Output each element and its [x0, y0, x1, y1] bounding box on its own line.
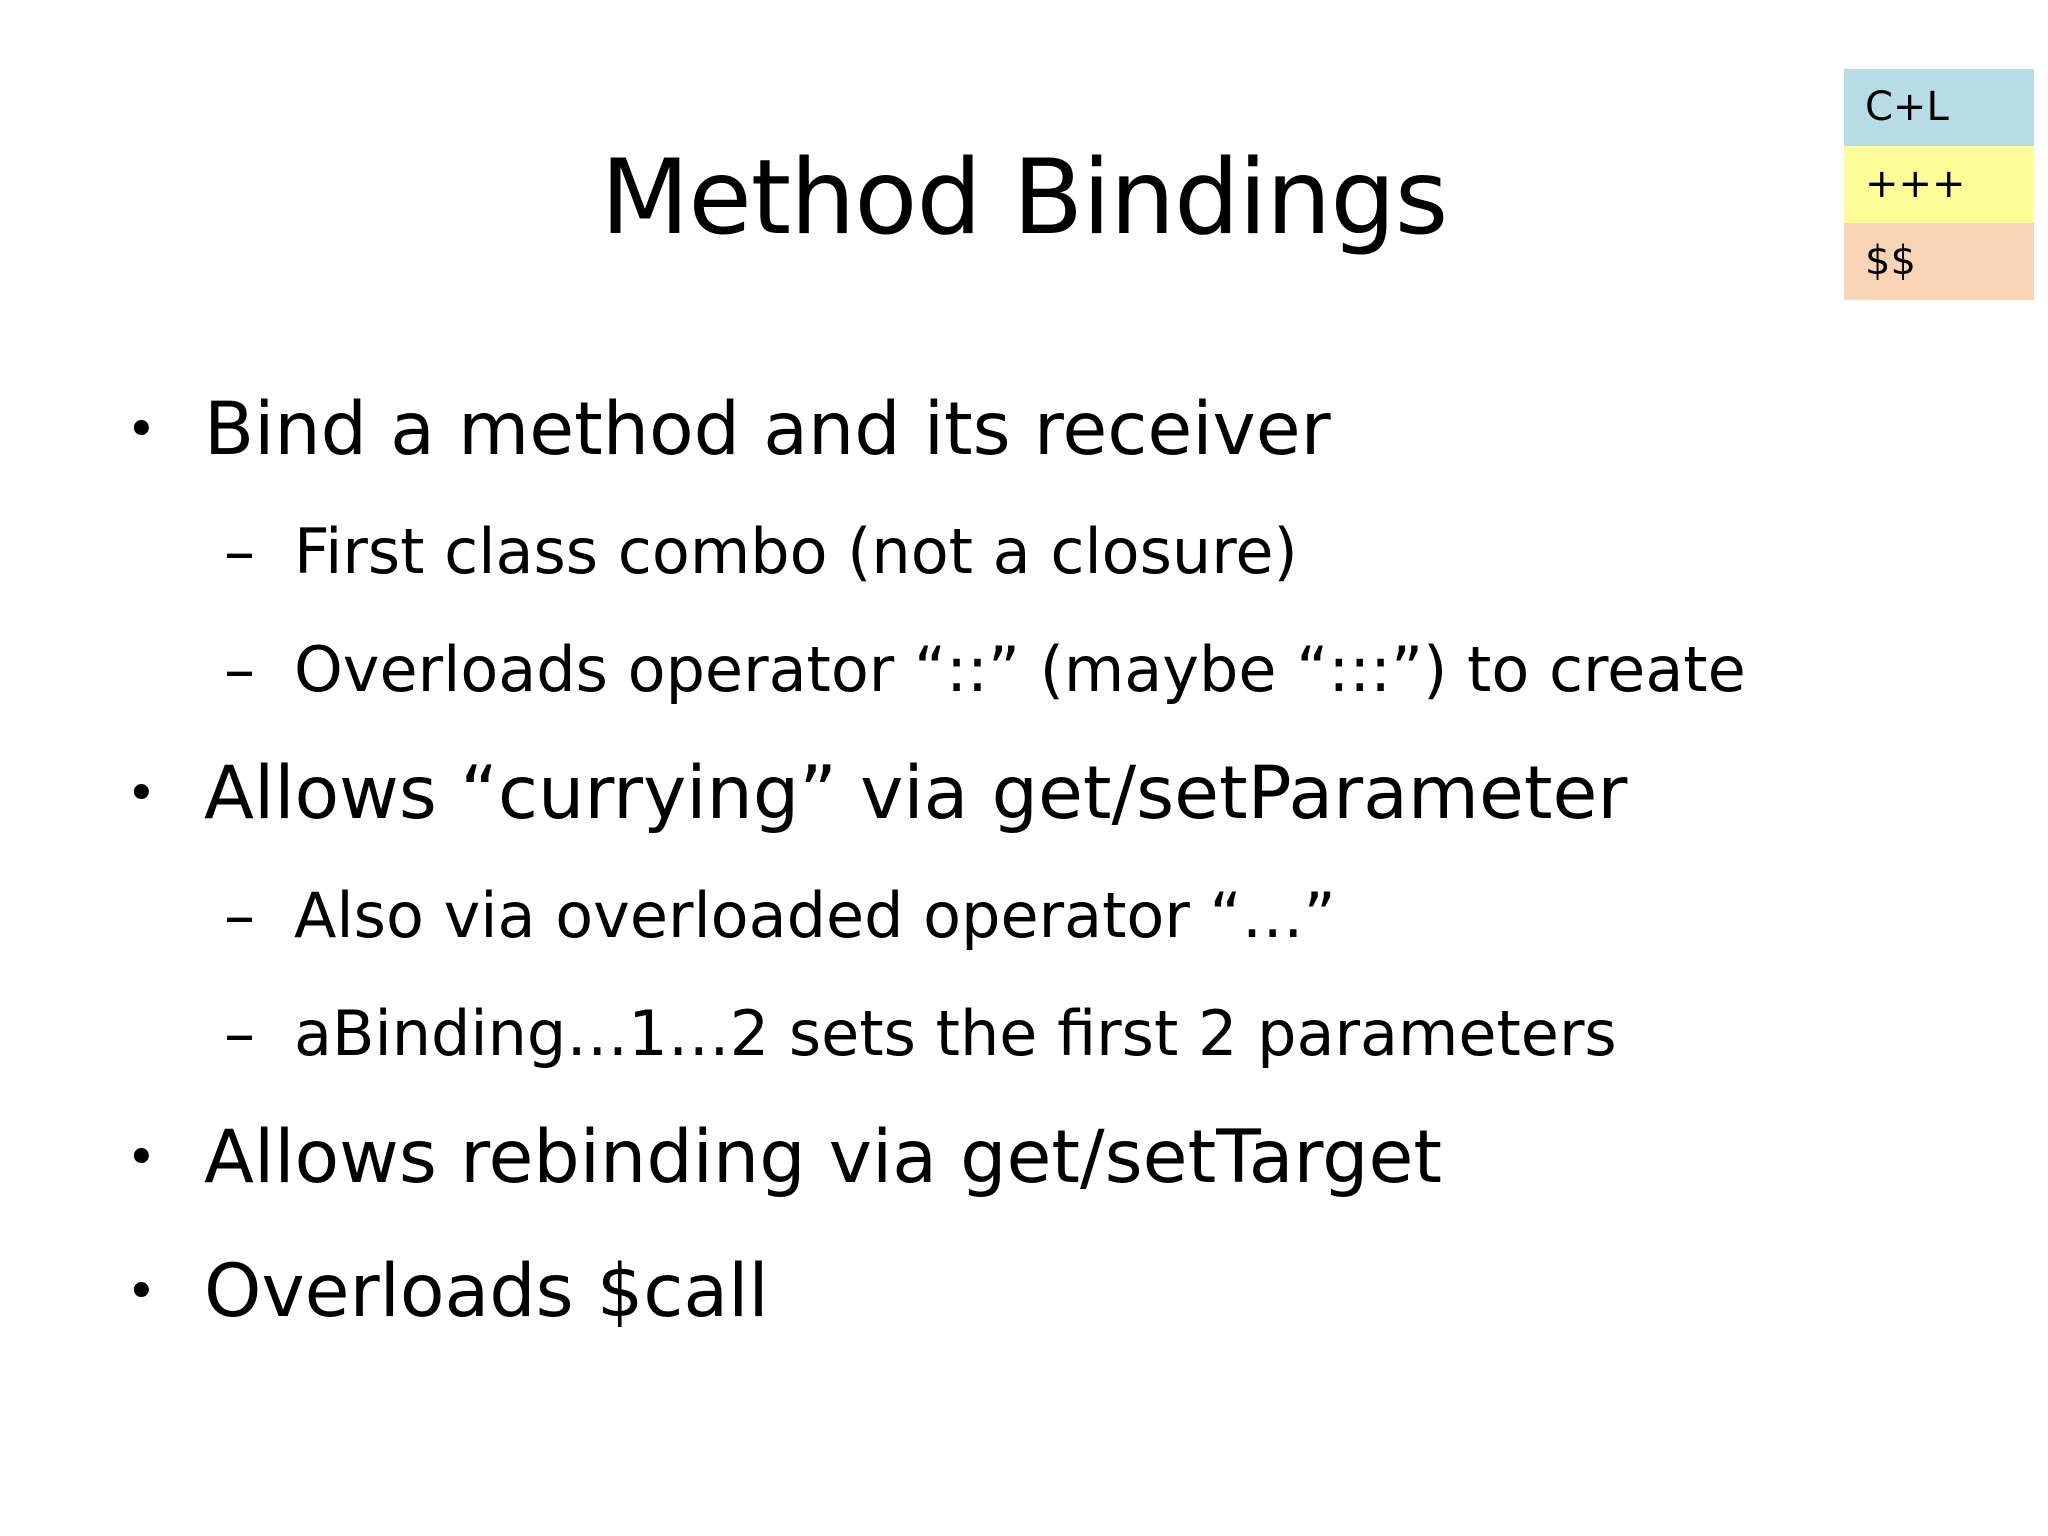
dash-marker: – [224, 515, 255, 588]
legend-item-cl: C+L [1844, 69, 2034, 146]
dash-marker: – [224, 879, 255, 952]
sub-bullet-text: aBinding…1…2 sets the first 2 parameters [294, 997, 1617, 1070]
bullet-marker: • [126, 764, 157, 824]
bullet-text: Allows rebinding via get/setTarget [204, 1115, 1443, 1200]
sub-bullet-text: Also via overloaded operator “…” [294, 879, 1336, 952]
bullet-text: Allows “currying” via get/setParameter [204, 751, 1628, 836]
bullet-item [126, 746, 1627, 842]
legend-item-plus: +++ [1844, 146, 2034, 223]
bullet-marker: • [126, 1262, 157, 1322]
sub-bullet-item [224, 510, 1298, 594]
bullet-text: Bind a method and its receiver [204, 387, 1331, 472]
bullet-item [126, 382, 1331, 478]
bullet-item [126, 1244, 769, 1340]
dash-marker: – [224, 633, 255, 706]
legend-item-dollar: $$ [1844, 223, 2034, 300]
dash-marker: – [224, 997, 255, 1070]
bullet-item [126, 1110, 1442, 1206]
sub-bullet-item [224, 628, 1746, 712]
sub-bullet-text: Overloads operator “::” (maybe “:::”) to create [294, 633, 1746, 706]
slide-title: Method Bindings [600, 138, 1448, 258]
bullet-text: Overloads $call [204, 1249, 769, 1334]
sub-bullet-item [224, 874, 1336, 958]
bullet-marker: • [126, 1128, 157, 1188]
bullet-marker: • [126, 400, 157, 460]
legend [1844, 69, 2034, 300]
sub-bullet-item [224, 992, 1617, 1076]
sub-bullet-text: First class combo (not a closure) [294, 515, 1298, 588]
